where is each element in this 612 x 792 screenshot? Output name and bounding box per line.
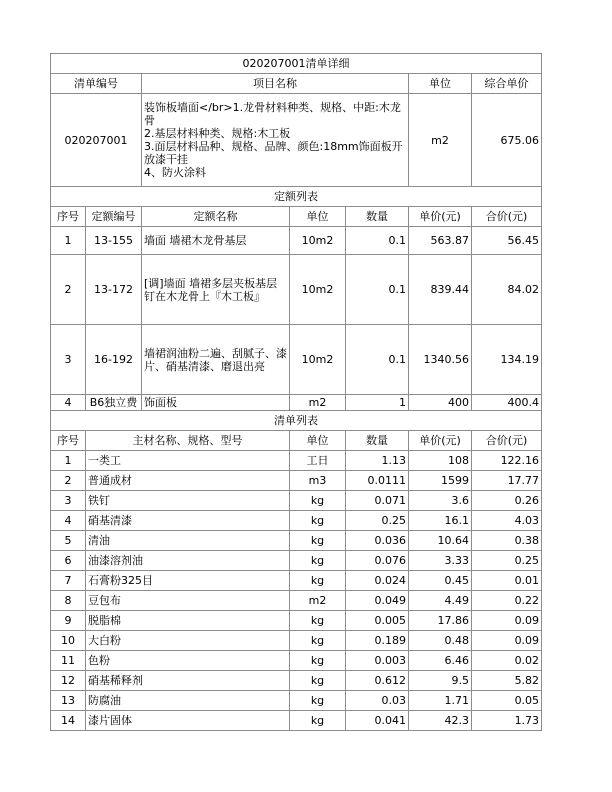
quota-no: 1	[51, 227, 86, 255]
description-line: 装饰板墙面</br>1.龙骨材料种类、规格、中距:木龙骨	[144, 101, 401, 127]
bill-price: 675.06	[472, 94, 542, 187]
material-price: 3.6	[409, 491, 472, 511]
material-no: 5	[51, 531, 86, 551]
material-unit: kg	[290, 531, 346, 551]
table-row	[51, 651, 542, 671]
table-row	[51, 325, 542, 395]
material-total: 5.82	[472, 671, 542, 691]
bill-code: 020207001	[51, 94, 142, 187]
materials-col-price: 单价(元)	[409, 431, 472, 451]
quota-col-no: 序号	[51, 207, 86, 227]
materials-col-name: 主材名称、规格、型号	[86, 431, 290, 451]
quota-unit: 10m2	[290, 227, 346, 255]
bill-unit: m2	[409, 94, 472, 187]
quota-total: 56.45	[472, 227, 542, 255]
quota-no: 3	[51, 325, 86, 395]
quota-price: 839.44	[409, 255, 472, 325]
material-price: 108	[409, 451, 472, 471]
quota-price: 563.87	[409, 227, 472, 255]
table-row	[51, 491, 542, 511]
quota-col-qty: 数量	[346, 207, 409, 227]
table-row	[51, 591, 542, 611]
material-qty: 0.03	[346, 691, 409, 711]
material-unit: kg	[290, 611, 346, 631]
material-qty: 0.0111	[346, 471, 409, 491]
material-price: 1599	[409, 471, 472, 491]
table-row	[51, 395, 542, 411]
quota-qty: 0.1	[346, 325, 409, 395]
quota-section-title: 定额列表	[51, 187, 542, 207]
material-price: 10.64	[409, 531, 472, 551]
material-qty: 0.041	[346, 711, 409, 731]
material-no: 11	[51, 651, 86, 671]
material-qty: 0.003	[346, 651, 409, 671]
materials-col-qty: 数量	[346, 431, 409, 451]
material-qty: 0.049	[346, 591, 409, 611]
material-total: 0.26	[472, 491, 542, 511]
quota-code: B6独立费	[86, 395, 142, 411]
table-row	[51, 471, 542, 491]
material-unit: kg	[290, 551, 346, 571]
material-name: 硝基清漆	[86, 511, 290, 531]
bill-description	[142, 94, 409, 187]
quota-name: 饰面板	[142, 395, 290, 411]
material-total: 0.22	[472, 591, 542, 611]
quota-price: 1340.56	[409, 325, 472, 395]
material-unit: m3	[290, 471, 346, 491]
material-name: 防腐油	[86, 691, 290, 711]
material-price: 0.45	[409, 571, 472, 591]
material-name: 铁钉	[86, 491, 290, 511]
col-header-unit: 单位	[409, 74, 472, 94]
material-unit: kg	[290, 691, 346, 711]
quota-code: 16-192	[86, 325, 142, 395]
material-total: 0.25	[472, 551, 542, 571]
table-row	[51, 551, 542, 571]
table-row	[51, 671, 542, 691]
material-price: 9.5	[409, 671, 472, 691]
material-name: 色粉	[86, 651, 290, 671]
table-row	[51, 511, 542, 531]
quota-col-price: 单价(元)	[409, 207, 472, 227]
material-name: 一类工	[86, 451, 290, 471]
material-price: 1.71	[409, 691, 472, 711]
material-total: 17.77	[472, 471, 542, 491]
material-price: 3.33	[409, 551, 472, 571]
material-price: 42.3	[409, 711, 472, 731]
table-row	[51, 711, 542, 731]
table-row	[51, 227, 542, 255]
material-qty: 0.005	[346, 611, 409, 631]
col-header-code: 清单编号	[51, 74, 142, 94]
material-qty: 0.024	[346, 571, 409, 591]
material-no: 8	[51, 591, 86, 611]
material-price: 6.46	[409, 651, 472, 671]
materials-section-title: 清单列表	[51, 411, 542, 431]
quota-qty: 0.1	[346, 227, 409, 255]
material-qty: 1.13	[346, 451, 409, 471]
table-row	[51, 571, 542, 591]
material-no: 14	[51, 711, 86, 731]
bill-header-table	[50, 53, 542, 187]
material-name: 油漆溶剂油	[86, 551, 290, 571]
quota-col-total: 合价(元)	[472, 207, 542, 227]
material-name: 石膏粉325目	[86, 571, 290, 591]
material-no: 9	[51, 611, 86, 631]
material-unit: kg	[290, 671, 346, 691]
material-qty: 0.612	[346, 671, 409, 691]
material-unit: kg	[290, 511, 346, 531]
quota-no: 4	[51, 395, 86, 411]
material-name: 清油	[86, 531, 290, 551]
material-qty: 0.189	[346, 631, 409, 651]
quota-code: 13-172	[86, 255, 142, 325]
quota-unit: 10m2	[290, 255, 346, 325]
material-name: 脱脂棉	[86, 611, 290, 631]
material-price: 16.1	[409, 511, 472, 531]
quota-total: 134.19	[472, 325, 542, 395]
material-no: 4	[51, 511, 86, 531]
col-header-price: 综合单价	[472, 74, 542, 94]
quota-name: 墙裙润油粉二遍、刮腻子、漆片、硝基清漆、磨退出亮	[142, 325, 290, 395]
material-name: 硝基稀释剂	[86, 671, 290, 691]
material-unit: 工日	[290, 451, 346, 471]
material-total: 0.05	[472, 691, 542, 711]
quota-col-unit: 单位	[290, 207, 346, 227]
quota-no: 2	[51, 255, 86, 325]
col-header-name: 项目名称	[142, 74, 409, 94]
materials-col-unit: 单位	[290, 431, 346, 451]
quota-col-name: 定额名称	[142, 207, 290, 227]
quota-code: 13-155	[86, 227, 142, 255]
table-row	[51, 631, 542, 651]
table-row	[51, 691, 542, 711]
material-no: 3	[51, 491, 86, 511]
material-unit: kg	[290, 491, 346, 511]
material-no: 7	[51, 571, 86, 591]
material-no: 13	[51, 691, 86, 711]
quota-unit: 10m2	[290, 325, 346, 395]
quota-name: [调]墙面 墙裙多层夹板基层钉在木龙骨上『木工板』	[142, 255, 290, 325]
material-total: 0.09	[472, 611, 542, 631]
quota-total: 84.02	[472, 255, 542, 325]
material-total: 0.02	[472, 651, 542, 671]
material-unit: kg	[290, 711, 346, 731]
material-unit: kg	[290, 631, 346, 651]
quota-unit: m2	[290, 395, 346, 411]
material-qty: 0.071	[346, 491, 409, 511]
material-no: 6	[51, 551, 86, 571]
table-row	[51, 451, 542, 471]
quota-qty: 1	[346, 395, 409, 411]
description-line: 2.基层材料种类、规格:木工板	[144, 127, 291, 140]
quota-col-code: 定额编号	[86, 207, 142, 227]
material-total: 0.09	[472, 631, 542, 651]
description-line: 4、防火涂料	[144, 166, 206, 179]
material-price: 4.49	[409, 591, 472, 611]
material-name: 大白粉	[86, 631, 290, 651]
quota-price: 400	[409, 395, 472, 411]
material-no: 1	[51, 451, 86, 471]
quota-total: 400.4	[472, 395, 542, 411]
material-no: 12	[51, 671, 86, 691]
material-no: 10	[51, 631, 86, 651]
material-price: 0.48	[409, 631, 472, 651]
quota-name: 墙面 墙裙木龙骨基层	[142, 227, 290, 255]
table-row	[51, 611, 542, 631]
material-total: 4.03	[472, 511, 542, 531]
material-total: 0.38	[472, 531, 542, 551]
material-qty: 0.036	[346, 531, 409, 551]
materials-col-no: 序号	[51, 431, 86, 451]
materials-table	[50, 410, 542, 731]
material-total: 1.73	[472, 711, 542, 731]
material-total: 0.01	[472, 571, 542, 591]
material-qty: 0.25	[346, 511, 409, 531]
quota-table	[50, 186, 542, 411]
material-price: 17.86	[409, 611, 472, 631]
material-name: 普通成材	[86, 471, 290, 491]
materials-col-total: 合价(元)	[472, 431, 542, 451]
material-name: 漆片固体	[86, 711, 290, 731]
material-unit: kg	[290, 571, 346, 591]
material-name: 豆包布	[86, 591, 290, 611]
document-title: 020207001清单详细	[51, 54, 542, 74]
material-qty: 0.076	[346, 551, 409, 571]
description-line: 3.面层材料品种、规格、品牌、颜色:18mm饰面板开放漆干挂	[144, 140, 403, 166]
material-no: 2	[51, 471, 86, 491]
material-unit: kg	[290, 651, 346, 671]
table-row	[51, 531, 542, 551]
material-total: 122.16	[472, 451, 542, 471]
material-unit: m2	[290, 591, 346, 611]
quota-qty: 0.1	[346, 255, 409, 325]
table-row	[51, 255, 542, 325]
